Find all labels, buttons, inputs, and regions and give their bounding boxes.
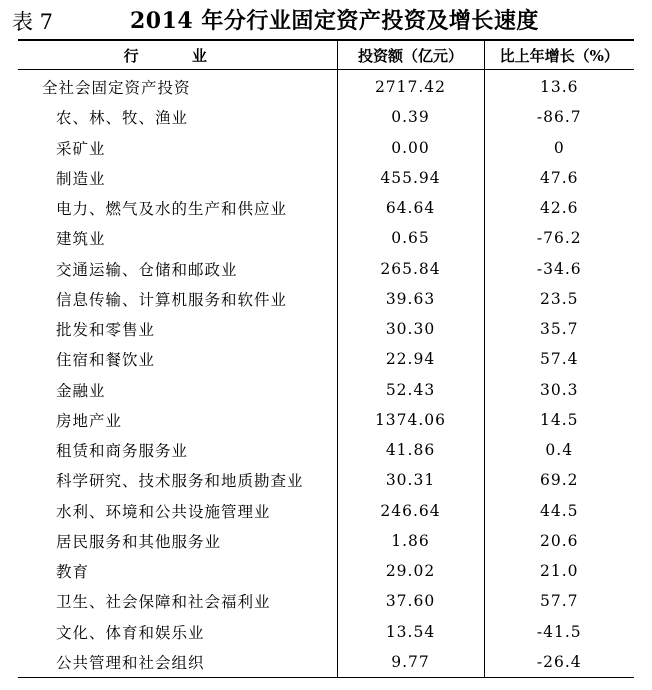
growth-cell: 0.4: [545, 441, 574, 460]
table-row: [18, 223, 634, 253]
table-row: [18, 586, 634, 616]
growth-cell: 13.6: [539, 78, 579, 97]
growth-cell: 47.6: [539, 168, 579, 187]
industry-cell: 租赁和商务服务业: [18, 435, 337, 465]
investment-cell: 0.00: [337, 133, 484, 163]
growth-cell: 14.5: [539, 410, 579, 429]
table-row: [18, 375, 634, 405]
total-row: [18, 70, 634, 103]
industry-cell: 教育: [18, 556, 337, 586]
industry-cell: 全社会固定资产投资: [18, 70, 337, 103]
industry-cell: 金融业: [18, 375, 337, 405]
growth-cell: 57.7: [539, 592, 579, 611]
industry-cell: 房地产业: [18, 405, 337, 435]
table-row: [18, 284, 634, 314]
table-row: [18, 405, 634, 435]
investment-cell: 41.86: [337, 435, 484, 465]
industry-cell: 居民服务和其他服务业: [18, 526, 337, 556]
investment-cell: 0.65: [337, 223, 484, 253]
growth-cell: -41.5: [536, 622, 582, 641]
investment-cell: 30.30: [337, 314, 484, 344]
table-row: [18, 163, 634, 193]
header-row: [18, 41, 634, 70]
table-title: 2014 年分行业固定资产投资及增长速度: [130, 8, 539, 34]
table-row: [18, 102, 634, 132]
investment-cell: 1374.06: [337, 405, 484, 435]
table-body: [18, 70, 634, 678]
growth-cell: 35.7: [539, 320, 579, 339]
industry-cell: 制造业: [18, 163, 337, 193]
table-row: [18, 526, 634, 556]
investment-cell: 9.77: [337, 647, 484, 678]
industry-cell: 批发和零售业: [18, 314, 337, 344]
industry-cell: 电力、燃气及水的生产和供应业: [18, 193, 337, 223]
investment-table: [18, 41, 634, 678]
growth-cell: 20.6: [539, 531, 579, 550]
table-row: [18, 465, 634, 495]
industry-cell: 信息传输、计算机服务和软件业: [18, 284, 337, 314]
table-row: [18, 556, 634, 586]
investment-cell: 265.84: [337, 254, 484, 284]
table-row: [18, 344, 634, 374]
investment-cell: 29.02: [337, 556, 484, 586]
industry-cell: 农、林、牧、渔业: [18, 102, 337, 132]
investment-cell: 246.64: [337, 496, 484, 526]
table-row: [18, 496, 634, 526]
table-number: 表 7: [12, 10, 54, 34]
investment-cell: 37.60: [337, 586, 484, 616]
investment-cell: 455.94: [337, 163, 484, 193]
table-row: [18, 314, 634, 344]
industry-cell: 科学研究、技术服务和地质勘查业: [18, 465, 337, 495]
growth-cell: 0: [553, 138, 565, 157]
industry-cell: 交通运输、仓储和邮政业: [18, 254, 337, 284]
header-investment: 投资额（亿元）: [337, 41, 484, 70]
table-row: [18, 254, 634, 284]
industry-cell: 卫生、社会保障和社会福利业: [18, 586, 337, 616]
investment-cell: 64.64: [337, 193, 484, 223]
industry-cell: 文化、体育和娱乐业: [18, 617, 337, 647]
header-industry: 行 业: [18, 41, 337, 70]
investment-cell: 39.63: [337, 284, 484, 314]
growth-cell: 42.6: [539, 199, 579, 218]
header-growth: 比上年增长（%）: [484, 41, 634, 70]
growth-cell: 23.5: [539, 289, 579, 308]
industry-cell: 水利、环境和公共设施管理业: [18, 496, 337, 526]
industry-cell: 采矿业: [18, 133, 337, 163]
growth-cell: -34.6: [536, 259, 582, 278]
table-row: [18, 617, 634, 647]
title-row: [0, 0, 652, 36]
growth-cell: 69.2: [539, 471, 579, 490]
growth-cell: 57.4: [539, 350, 579, 369]
growth-cell: -76.2: [536, 229, 582, 248]
table-row: [18, 133, 634, 163]
growth-cell: 30.3: [539, 380, 579, 399]
investment-cell: 1.86: [337, 526, 484, 556]
investment-cell: 2717.42: [337, 70, 484, 103]
growth-cell: 44.5: [539, 501, 579, 520]
investment-cell: 52.43: [337, 375, 484, 405]
investment-cell: 13.54: [337, 617, 484, 647]
growth-cell: -86.7: [536, 108, 582, 127]
industry-cell: 公共管理和社会组织: [18, 647, 337, 678]
table-row: [18, 435, 634, 465]
investment-cell: 0.39: [337, 102, 484, 132]
table-row: [18, 647, 634, 678]
investment-cell: 22.94: [337, 344, 484, 374]
investment-cell: 30.31: [337, 465, 484, 495]
industry-cell: 建筑业: [18, 223, 337, 253]
industry-cell: 住宿和餐饮业: [18, 344, 337, 374]
growth-cell: -26.4: [484, 647, 634, 678]
table-row: [18, 193, 634, 223]
growth-cell: 21.0: [539, 562, 579, 581]
